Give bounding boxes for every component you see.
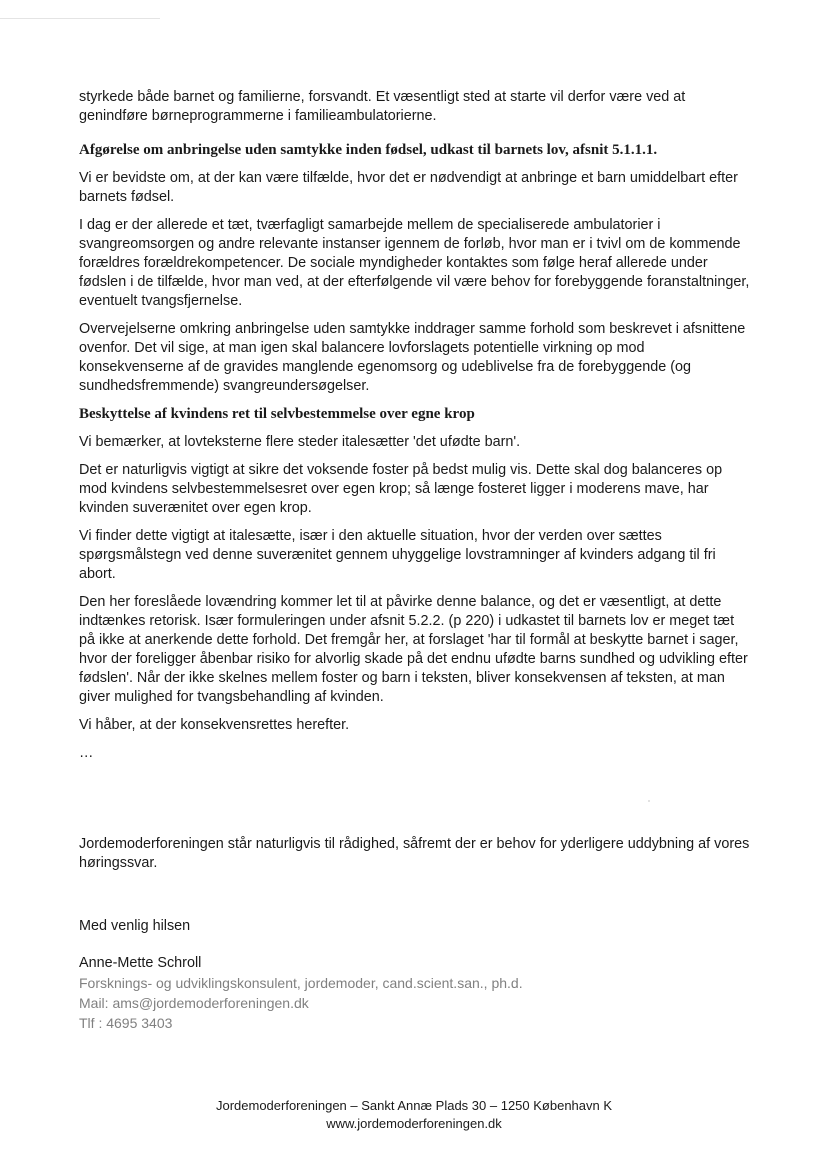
- paragraph: Vi bemærker, at lovteksterne flere steder italesætter 'det ufødte barn'.: [79, 434, 521, 450]
- closing-greeting: Med venlig hilsen: [79, 918, 191, 934]
- paragraph: Vi finder dette vigtigt at italesætte, især i den aktuelle situation, hvor der verden over sættes spørgsmålstegn ved denne suverænitet gennem uhyggelige lovstramninger af kvinders adgang til fri abort.: [79, 528, 716, 582]
- section-heading-selvbestemmelse: Beskyttelse af kvindens ret til selvbestemmelse over egne krop: [79, 406, 475, 422]
- paragraph: Det er naturligvis vigtigt at sikre det voksende foster på bedst mulig vis. Dette skal dog balanceres op mod kvindens selvbestemmelsesret over egen krop; så længe fosteret ligger i moderens mave, har kvinden suverænitet over egen krop.: [79, 462, 723, 516]
- ellipsis: …: [79, 745, 94, 761]
- signatory-title: Forsknings- og udviklingskonsulent, jordemoder, cand.scient.san., ph.d.: [79, 975, 523, 991]
- footer-address: Jordemoderforeningen – Sankt Annæ Plads 30 – 1250 København K: [215, 1098, 613, 1113]
- signature-block: [79, 953, 679, 1033]
- section-heading-anbringelse: Afgørelse om anbringelse uden samtykke inden fødsel, udkast til barnets lov, afsnit 5.1.1.1.: [79, 142, 658, 158]
- availability-paragraph: Jordemoderforeningen står naturligvis til rådighed, såfremt der er behov for yderligere uddybning af vores høringssvar.: [79, 836, 750, 871]
- signatory-email: Mail: ams@jordemoderforeningen.dk: [79, 995, 309, 1011]
- scan-speck: [648, 800, 650, 802]
- paragraph: I dag er der allerede et tæt, tværfagligt samarbejde mellem de specialiserede ambulatorier i svangreomsorgen og andre relevante instanser igennem de forløb, hvor man er i tvivl om de kommende forældres forældrekompetencer. De sociale myndigheder kontaktes som følge heraf allerede under fødslen i de tilfælde, hvor man ved, at der efterfølgende vil være behov for forebyggende foranstaltninger, eventuelt tvangsfjernelse.: [79, 217, 750, 309]
- signatory-name: Anne-Mette Schroll: [79, 955, 202, 971]
- page-top-rule: [0, 0, 160, 19]
- letter-body: [79, 88, 751, 763]
- paragraph: Vi håber, at der konsekvensrettes herefter.: [79, 717, 350, 733]
- paragraph: Den her foreslåede lovændring kommer let til at påvirke denne balance, og det er væsentligt, at dette indtænkes retorisk. Især formuleringen under afsnit 5.2.2. (p 220) i udkastet til barnets lov er meget tæt på ikke at anerkende dette forhold. Det fremgår her, at forslaget 'har til formål at beskytte barnet i sager, hvor der foreligger åbenbar risiko for alvorlig skade på det endnu ufødte barns sundhed og udvikling efter fødslen'. Når der ikke skelnes mellem foster og barn i teksten, bliver konsekvensen af teksten, at man giver mulighed for tvangsbehandling af kvinden.: [79, 594, 748, 705]
- page-footer: [0, 1097, 828, 1133]
- paragraph: Vi er bevidste om, at der kan være tilfælde, hvor det er nødvendigt at anbringe et barn umiddelbart efter barnets fødsel.: [79, 170, 738, 205]
- signatory-phone: Tlf : 4695 3403: [79, 1015, 173, 1031]
- paragraph: Overvejelserne omkring anbringelse uden samtykke inddrager samme forhold som beskrevet i afsnittene ovenfor. Det vil sige, at man igen skal balancere lovforslagets potentielle virkning op mod konsekvenserne af de gravides manglende egenomsorg og udeblivelse fra de forebyggende (og sundhedsfremmende) svangreundersøgelser.: [79, 321, 746, 394]
- intro-paragraph: styrkede både barnet og familierne, forsvandt. Et væsentligt sted at starte vil derfor være ved at genindføre børneprogrammerne i familieambulatorierne.: [79, 89, 686, 124]
- footer-website: www.jordemoderforeningen.dk: [326, 1116, 502, 1131]
